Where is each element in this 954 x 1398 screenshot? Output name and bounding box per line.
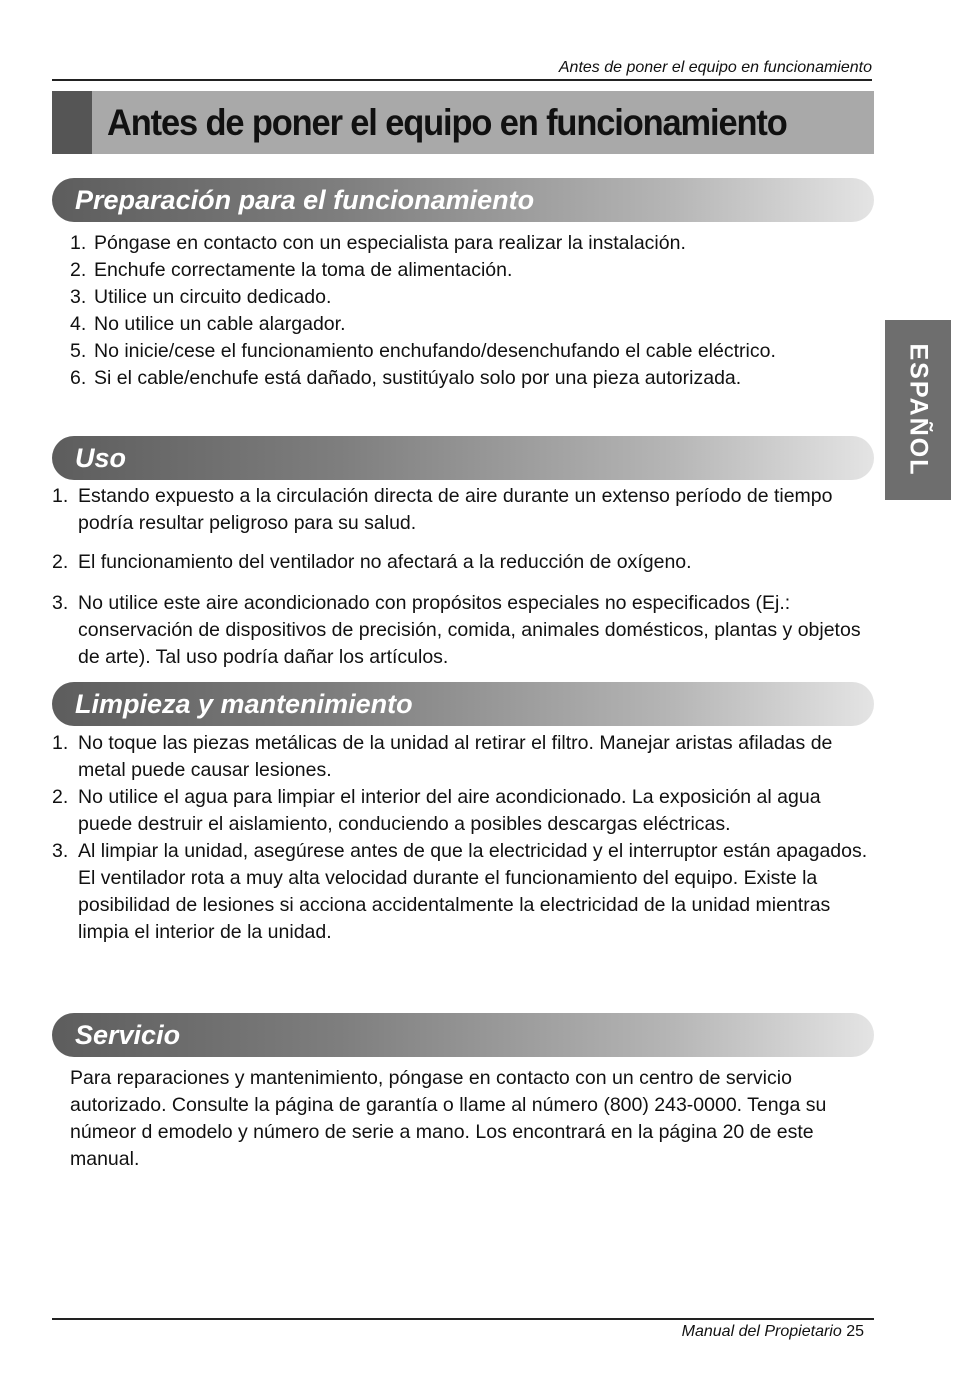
language-tab-label: ESPAÑOL [904,343,933,477]
section-heading-label: Servicio [75,1020,181,1050]
item-number: 1. [52,732,69,754]
section-heading-preparacion [52,178,874,222]
section-heading-label: Preparación para el funcionamiento [75,185,535,215]
preparacion-list [70,230,870,392]
list-item [70,284,870,311]
list-item [70,338,870,365]
list-item [52,730,872,784]
list-item [52,784,872,838]
item-number: 2. [52,551,69,573]
title-accent-block [52,91,92,154]
item-number: 3. [52,592,69,614]
section-heading-servicio [52,1013,874,1057]
list-item [52,483,872,537]
item-number: 2. [70,259,87,281]
item-text: Utilice un circuito dedicado. [94,286,332,308]
list-item [52,838,872,946]
list-item [70,365,870,392]
list-item [70,257,870,284]
uso-list [52,483,872,671]
page-footer [682,1322,864,1342]
list-item [52,590,872,671]
manual-label: Manual del Propietario [681,1323,842,1340]
section-heading-label: Limpieza y mantenimiento [75,689,413,719]
item-text: Póngase en contacto con un especialista para realizar la instalación. [94,232,686,254]
item-text: El funcionamiento del ventilador no afectará a la reducción de oxígeno. [78,551,692,573]
item-text: Enchufe correctamente la toma de alimentación. [94,259,513,281]
running-header: Antes de poner el equipo en funcionamiento [52,58,872,81]
item-number: 4. [70,313,87,335]
language-tab [885,320,951,500]
item-text: No inicie/cese el funcionamiento enchufando/desenchufando el cable eléctrico. [94,340,776,362]
page-title-bar [52,91,874,154]
item-text: No utilice este aire acondicionado con propósitos especiales no especificados (Ej.: conservación de dispositivos de precisión, comida, animales domésticos, plantas y objetos de arte). Tal uso podría dañar los artículos. [78,592,861,668]
item-text: No utilice el agua para limpiar el interior del aire acondicionado. La exposición al agua puede destruir el aislamiento, conduciendo a posibles descargas eléctricas. [78,786,821,835]
item-text: Si el cable/enchufe está dañado, sustitúyalo solo por una pieza autorizada. [94,367,742,389]
item-number: 3. [52,840,69,862]
section-heading-uso [52,436,874,480]
item-number: 1. [52,485,69,507]
section-heading-label: Uso [75,443,127,473]
list-item [70,230,870,257]
limpieza-list [52,730,872,946]
item-number: 2. [52,786,69,808]
list-item [70,311,870,338]
servicio-paragraph: Para reparaciones y mantenimiento, póngase en contacto con un centro de servicio autorizado. Consulte la página de garantía o llame al número (800) 243-0000. Tenga su númeor d emodelo y número de serie a mano. Los encontrará en la página 20 de este manual. [70,1067,827,1170]
page-number: 25 [846,1323,864,1340]
item-text: No toque las piezas metálicas de la unidad al retirar el filtro. Manejar aristas afiladas de metal puede causar lesiones. [78,732,833,781]
list-item [52,549,872,576]
item-number: 6. [70,367,87,389]
item-number: 3. [70,286,87,308]
item-text: Estando expuesto a la circulación directa de aire durante un extenso período de tiempo podría resultar peligroso para su salud. [78,485,833,534]
item-number: 5. [70,340,87,362]
item-number: 1. [70,232,87,254]
item-text: Al limpiar la unidad, asegúrese antes de que la electricidad y el interruptor están apagados. El ventilador rota a muy alta velocidad durante el funcionamiento del equipo. Existe la posibilidad de lesiones si acciona accidentalmente la electricidad de la unidad mientras limpia el interior de la unidad. [78,840,868,943]
page-title: Antes de poner el equipo en funcionamiento [107,102,787,143]
section-heading-limpieza [52,682,874,726]
footer-rule [52,1318,874,1320]
item-text: No utilice un cable alargador. [94,313,346,335]
